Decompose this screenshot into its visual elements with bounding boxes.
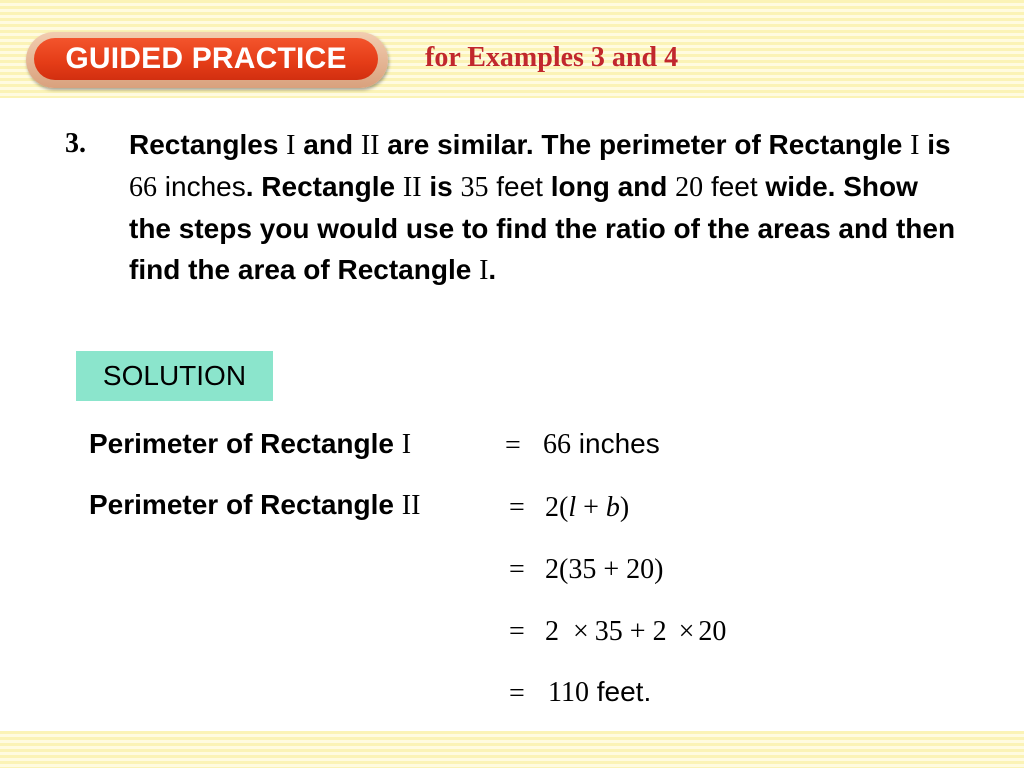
term: 35 + 2 — [594, 616, 667, 647]
line-1-text: Perimeter of Rectangle — [89, 428, 402, 459]
roman-numeral: I — [286, 130, 296, 161]
length-variable: l — [568, 492, 577, 523]
footer-band — [0, 731, 1024, 768]
multiply-sign: × — [678, 616, 695, 647]
equals-sign: = — [509, 492, 525, 523]
result-value: 110 — [548, 677, 589, 708]
width-value: 20 — [675, 172, 704, 203]
result-unit: feet. — [588, 676, 652, 707]
problem-number: 3. — [65, 128, 86, 159]
perimeter-value: 66 — [129, 172, 157, 203]
problem-text-1: Rectangles — [129, 129, 287, 160]
problem-text-4: is — [919, 129, 951, 160]
solution-result — [548, 676, 651, 709]
roman-numeral: II — [401, 490, 421, 521]
unit: inches — [571, 428, 660, 459]
term: 20 — [698, 616, 727, 647]
unit-feet: feet — [488, 171, 543, 202]
problem-text-3: are similar. The perimeter of Rectangle — [379, 129, 911, 160]
guided-practice-badge — [26, 32, 388, 88]
problem-text-12: . — [488, 254, 497, 285]
problem-text-11: wide. Show the steps you would use to find the ratio of the areas and then find the area of Rectangle — [129, 171, 956, 285]
unit-inches: inches — [157, 171, 246, 202]
formula-part: ) — [619, 492, 630, 523]
problem-text-7: is — [421, 171, 461, 202]
length-value: 35 — [460, 172, 489, 203]
expanded-expression — [545, 616, 726, 648]
problem-text — [129, 124, 959, 291]
substitution-expression: 2(35 + 20) — [545, 554, 664, 585]
unit-feet: feet — [703, 171, 758, 202]
header-subtitle: for Examples 3 and 4 — [425, 42, 679, 73]
solution-line-1-value — [543, 428, 660, 461]
term: 2 — [545, 616, 559, 647]
multiply-sign: × — [573, 616, 589, 647]
equals-sign: = — [509, 616, 525, 647]
guided-practice-label: GUIDED PRACTICE — [34, 38, 378, 80]
roman-numeral: II — [360, 130, 380, 161]
equals-sign: = — [509, 678, 525, 709]
value: 66 — [543, 429, 571, 460]
roman-numeral: I — [910, 130, 920, 161]
problem-text-6: . Rectangle — [245, 171, 403, 202]
problem-text-9: long and — [542, 171, 676, 202]
solution-line-2-label — [89, 489, 420, 522]
equals-sign: = — [505, 430, 521, 461]
perimeter-formula — [545, 492, 629, 524]
equals-sign: = — [509, 554, 525, 585]
solution-label: SOLUTION — [76, 351, 273, 401]
breadth-variable: b — [605, 492, 620, 523]
solution-line-1-label — [89, 428, 411, 461]
formula-part: 2( — [545, 492, 569, 523]
roman-numeral: II — [402, 172, 422, 203]
problem-text-2: and — [295, 129, 361, 160]
plus-sign: + — [576, 492, 606, 523]
line-2-text: Perimeter of Rectangle — [89, 489, 402, 520]
roman-numeral: I — [479, 255, 489, 286]
roman-numeral: I — [401, 429, 412, 460]
